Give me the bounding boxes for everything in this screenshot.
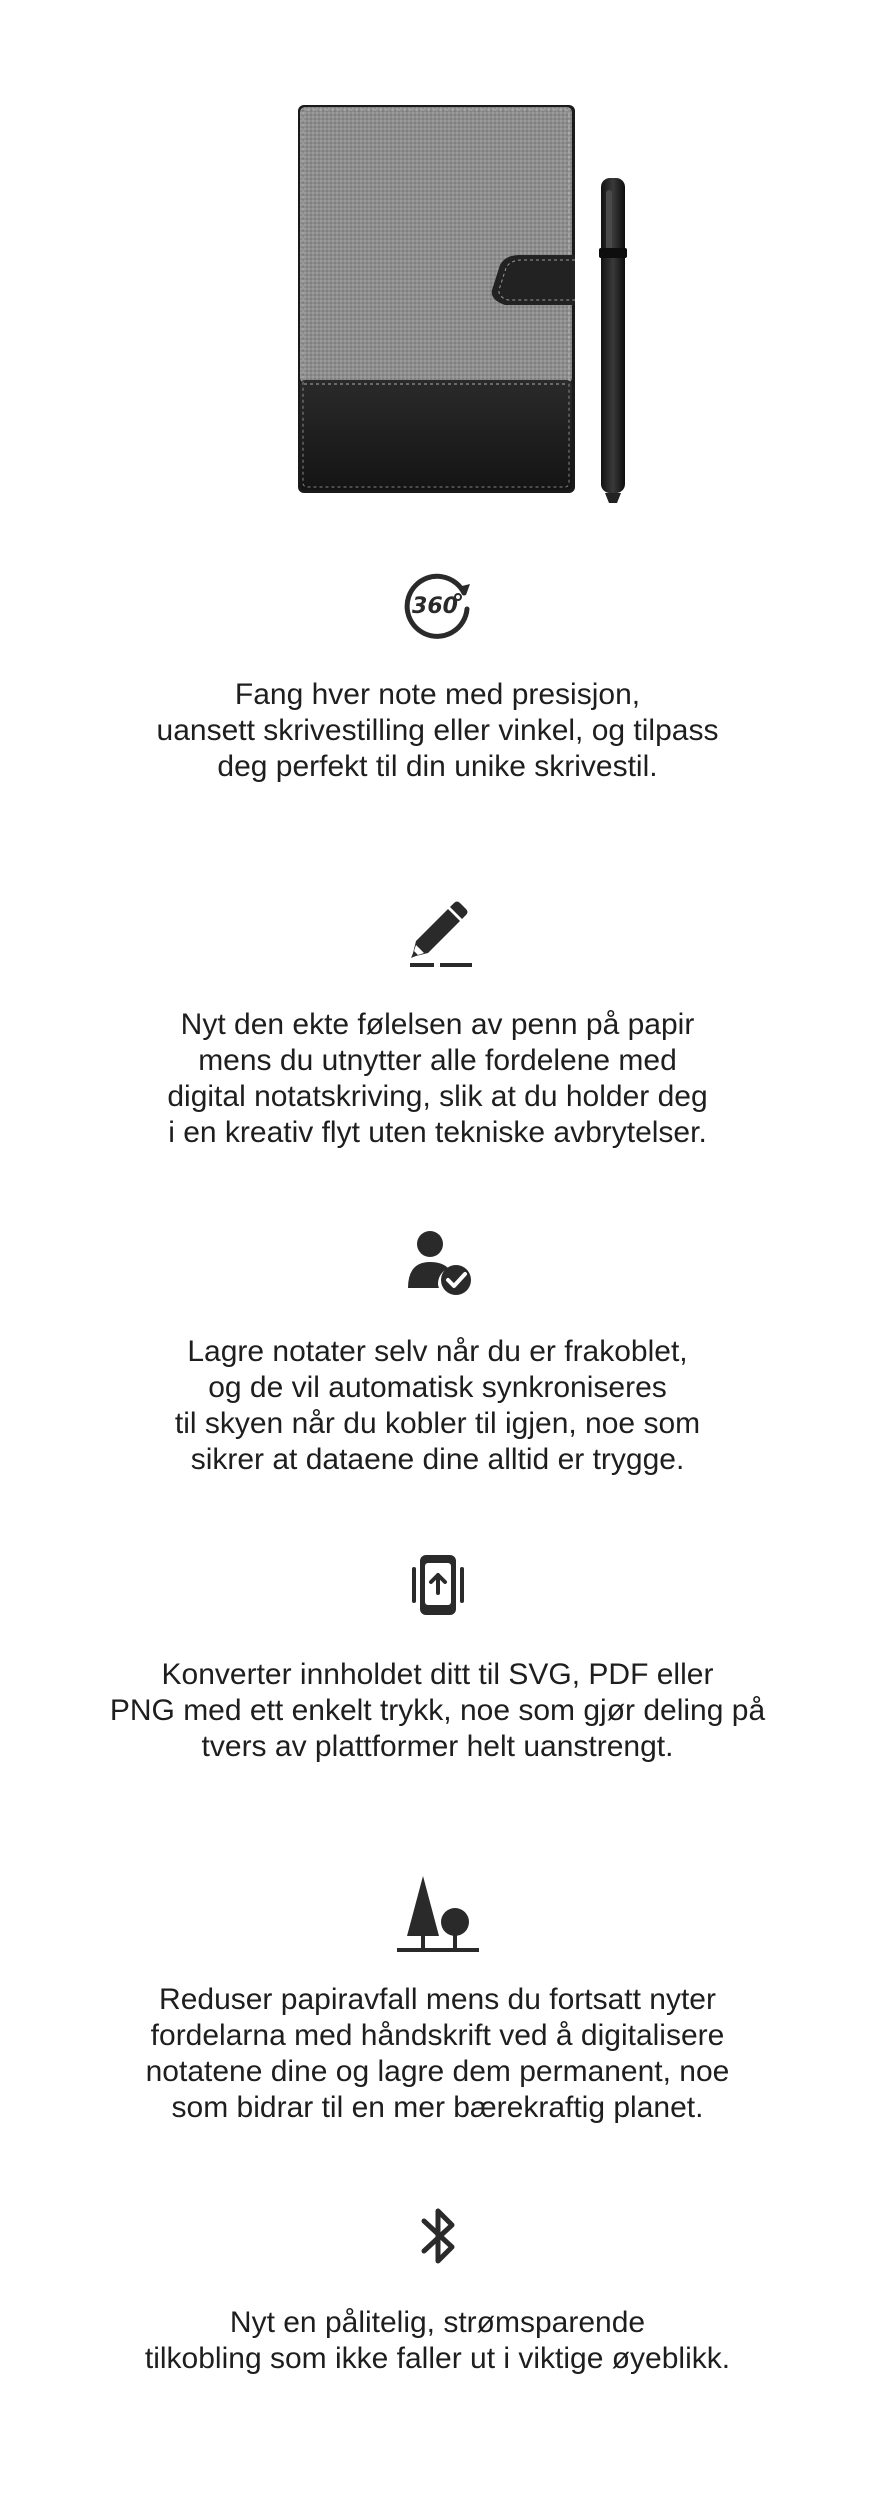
rotate-360-icon bbox=[398, 565, 478, 645]
feature-text-line: notatene dine og lagre dem permanent, noe bbox=[145, 2055, 730, 2088]
feature-pen-on-paper bbox=[0, 895, 875, 1151]
feature-precision bbox=[0, 565, 875, 785]
feature-text-line: som bidrar til en mer bærekraftig planet. bbox=[171, 2091, 704, 2124]
smart-pen bbox=[599, 178, 627, 503]
pencil-write-icon bbox=[398, 895, 478, 975]
feature-eco bbox=[0, 1870, 875, 2126]
feature-export bbox=[0, 1545, 875, 1765]
feature-text-line: mens du utnytter alle fordelene med bbox=[198, 1044, 677, 1077]
feature-text-line: fordelarna med håndskrift ved å digitalisere bbox=[150, 2019, 725, 2052]
notebook bbox=[298, 105, 575, 493]
feature-text-line: PNG med ett enkelt trykk, noe som gjør deling på bbox=[109, 1694, 766, 1727]
feature-text-line: Lagre notater selv når du er frakoblet, bbox=[187, 1335, 688, 1368]
feature-text-line: Reduser papiravfall mens du fortsatt nyter bbox=[159, 1983, 716, 2016]
svg-text:360: 360 bbox=[411, 594, 458, 619]
feature-text-line: Nyt en pålitelig, strømsparende bbox=[229, 2306, 646, 2339]
bluetooth-icon bbox=[398, 2197, 478, 2277]
feature-text-line: Nyt den ekte følelsen av penn på papir bbox=[180, 1008, 695, 1041]
feature-text-line: Fang hver note med presisjon, bbox=[234, 678, 641, 711]
feature-bluetooth bbox=[0, 2197, 875, 2377]
feature-text-line: Konverter innholdet ditt til SVG, PDF eller bbox=[161, 1658, 714, 1691]
product-image bbox=[0, 0, 875, 520]
export-share-icon bbox=[398, 1545, 478, 1625]
feature-text-line: deg perfekt til din unike skrivestil. bbox=[217, 750, 658, 783]
notebook-pen-illustration bbox=[0, 0, 875, 520]
feature-text-line: i en kreativ flyt uten tekniske avbrytelser. bbox=[168, 1116, 707, 1149]
user-check-icon bbox=[398, 1222, 478, 1302]
feature-text-line: og de vil automatisk synkroniseres bbox=[208, 1371, 667, 1404]
feature-text-line: tvers av plattformer helt uanstrengt. bbox=[201, 1730, 674, 1763]
feature-text-line: til skyen når du kobler til igjen, noe som bbox=[174, 1407, 701, 1440]
trees-eco-icon bbox=[393, 1870, 483, 1960]
feature-text-line: tilkobling som ikke faller ut i viktige øyeblikk. bbox=[144, 2342, 731, 2375]
feature-text-line: digital notatskriving, slik at du holder deg bbox=[167, 1080, 708, 1113]
feature-text-line: sikrer at dataene dine alltid er trygge. bbox=[190, 1443, 685, 1476]
feature-text-line: uansett skrivestilling eller vinkel, og tilpass bbox=[156, 714, 719, 747]
feature-offline-sync bbox=[0, 1222, 875, 1478]
